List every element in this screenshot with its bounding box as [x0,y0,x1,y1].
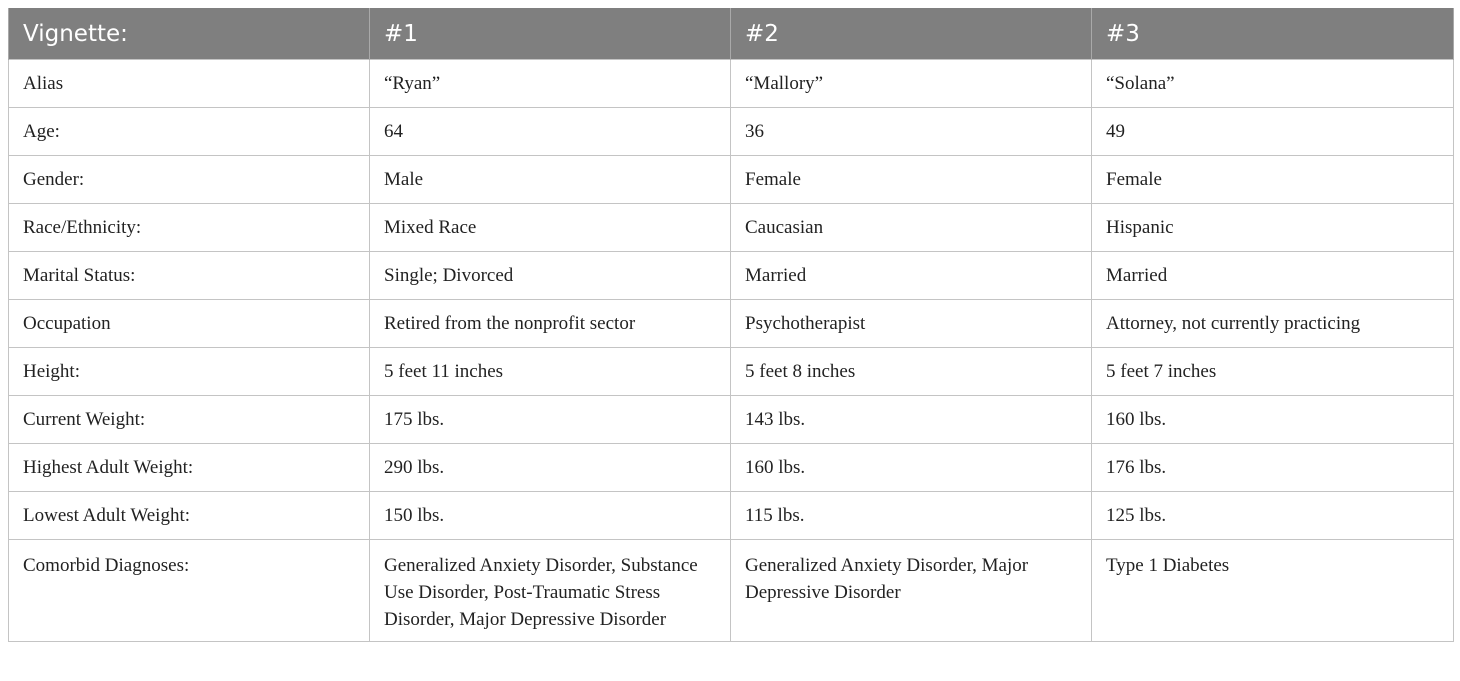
table-cell: 150 lbs. [370,492,731,540]
table-cell: “Ryan” [370,60,731,108]
table-cell: 49 [1092,108,1454,156]
table-row-current-weight [9,396,1454,444]
table-cell: Female [1092,156,1454,204]
table-row-comorbid-diagnoses [9,540,1454,642]
table-cell: Psychotherapist [731,300,1092,348]
table-cell: 175 lbs. [370,396,731,444]
table-cell: 160 lbs. [731,444,1092,492]
row-label: Alias [9,60,370,108]
table-cell: Married [1092,252,1454,300]
table-row-height [9,348,1454,396]
table-row-highest-weight [9,444,1454,492]
row-label: Age: [9,108,370,156]
header-cell-vignette: Vignette: [9,8,370,60]
vignette-table [8,8,1454,642]
table-cell: 143 lbs. [731,396,1092,444]
header-cell-3: #3 [1092,8,1454,60]
table-row-age [9,108,1454,156]
row-label: Lowest Adult Weight: [9,492,370,540]
table-cell: Female [731,156,1092,204]
table-row-race [9,204,1454,252]
table-cell: Hispanic [1092,204,1454,252]
table-cell: 125 lbs. [1092,492,1454,540]
row-label: Marital Status: [9,252,370,300]
table-cell: Caucasian [731,204,1092,252]
table-cell: “Mallory” [731,60,1092,108]
table-row-occupation [9,300,1454,348]
table-cell: 176 lbs. [1092,444,1454,492]
vignette-table-container [8,8,1453,642]
table-cell: Single; Divorced [370,252,731,300]
table-cell: 5 feet 8 inches [731,348,1092,396]
table-cell: Male [370,156,731,204]
table-cell: 160 lbs. [1092,396,1454,444]
table-cell: 64 [370,108,731,156]
row-label: Gender: [9,156,370,204]
table-cell: Married [731,252,1092,300]
table-cell: “Solana” [1092,60,1454,108]
table-cell: Retired from the nonprofit sector [370,300,731,348]
table-cell: 290 lbs. [370,444,731,492]
table-header [9,8,1454,60]
table-row-marital-status [9,252,1454,300]
table-cell: Mixed Race [370,204,731,252]
row-label: Comorbid Diagnoses: [9,540,370,642]
header-row [9,8,1454,60]
table-cell: Generalized Anxiety Disorder, Major Depressive Disorder [731,540,1092,642]
table-cell: Type 1 Diabetes [1092,540,1454,642]
table-row-alias [9,60,1454,108]
table-cell: 36 [731,108,1092,156]
table-cell: Generalized Anxiety Disorder, Substance Use Disorder, Post-Traumatic Stress Disorder, Major Depressive Disorder [370,540,731,642]
table-cell: 115 lbs. [731,492,1092,540]
table-row-lowest-weight [9,492,1454,540]
row-label: Race/Ethnicity: [9,204,370,252]
header-cell-2: #2 [731,8,1092,60]
row-label: Highest Adult Weight: [9,444,370,492]
row-label: Occupation [9,300,370,348]
table-cell: Attorney, not currently practicing [1092,300,1454,348]
table-cell: 5 feet 7 inches [1092,348,1454,396]
table-cell: 5 feet 11 inches [370,348,731,396]
row-label: Current Weight: [9,396,370,444]
table-row-gender [9,156,1454,204]
header-cell-1: #1 [370,8,731,60]
row-label: Height: [9,348,370,396]
table-body [9,60,1454,642]
